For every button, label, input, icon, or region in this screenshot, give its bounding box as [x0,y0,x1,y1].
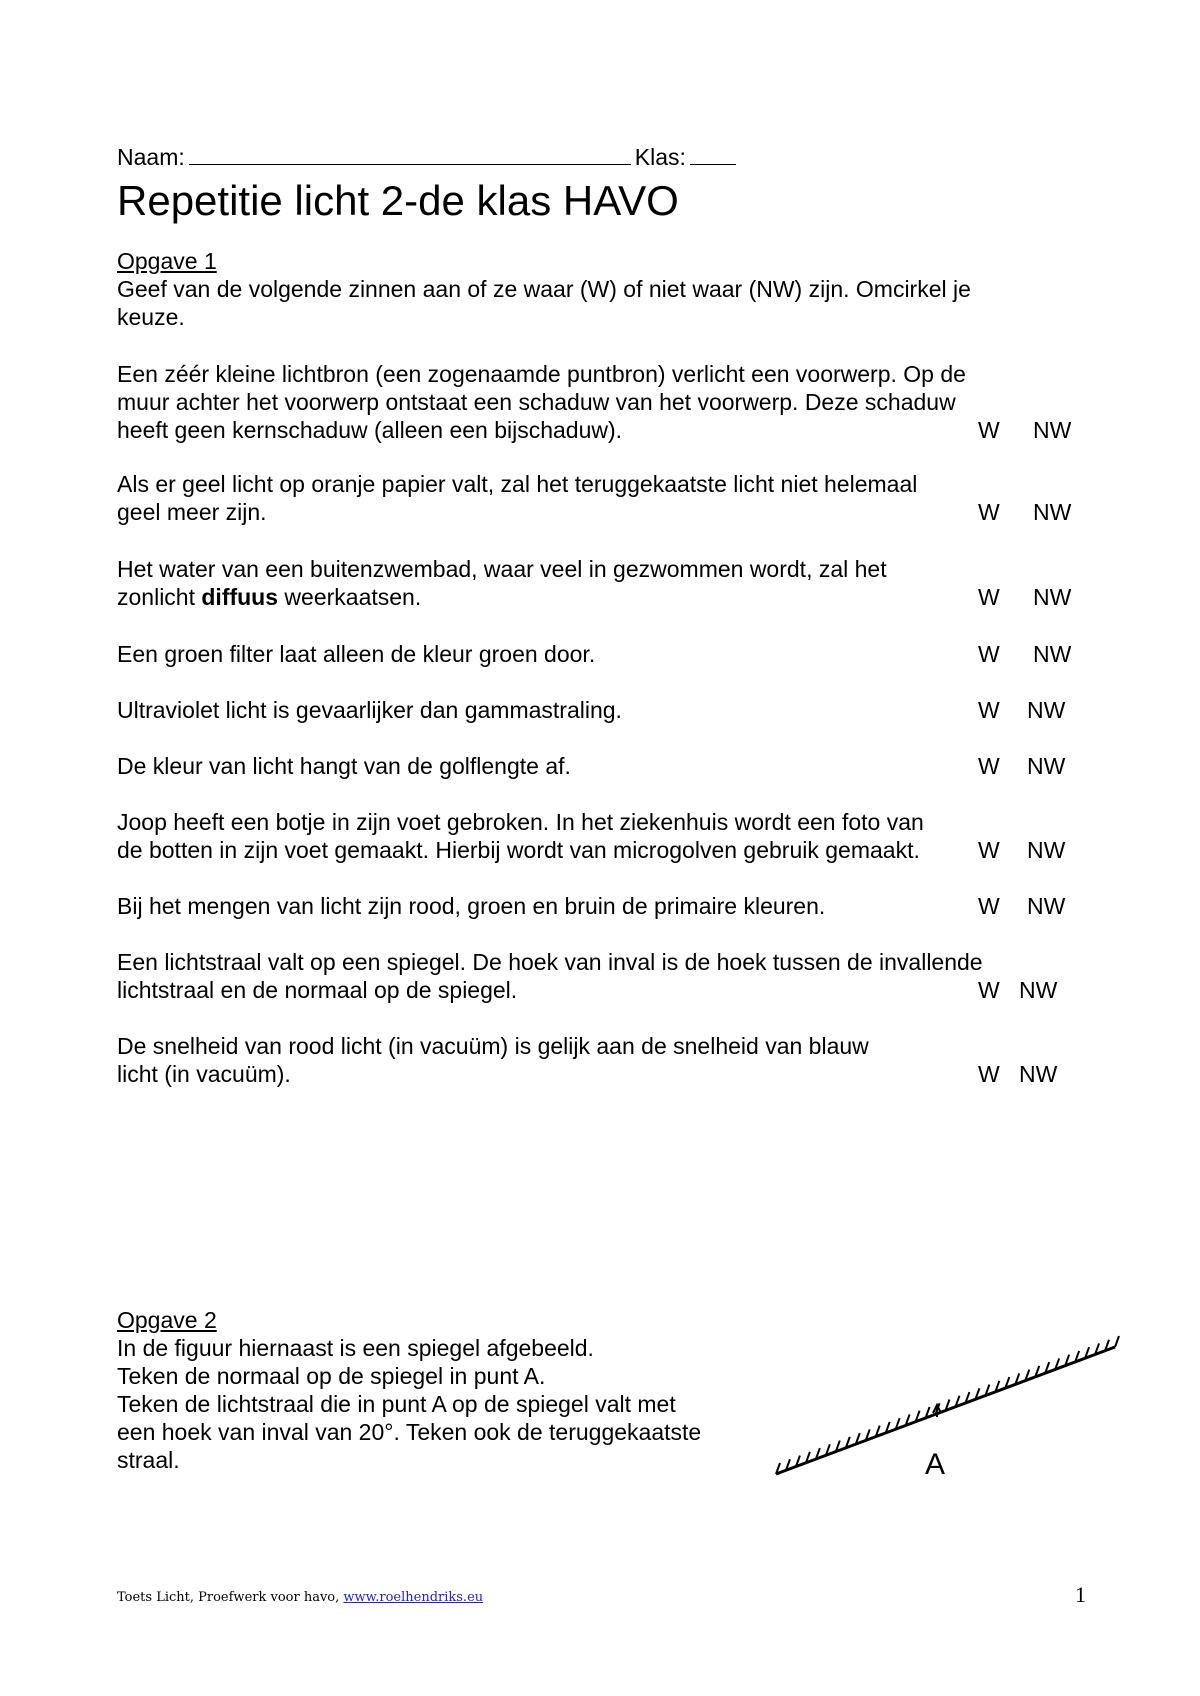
statement-line: lichtstraal en de normaal op de spiegel. [117,977,518,1003]
statement-line [117,583,1097,611]
opgave-1-heading: Opgave 1 [117,248,217,274]
choice-w[interactable]: W [978,1061,1000,1087]
choice-nw[interactable]: NW [1033,499,1072,525]
opgave-1-instruction-line-2: keuze. [117,304,185,330]
statement-line: De snelheid van rood licht (in vacuüm) is gelijk aan de snelheid van blauw [117,1033,869,1059]
opgave-2 [117,1306,797,1474]
statement-7 [117,808,1097,864]
opgave-2-line: In de figuur hiernaast is een spiegel afgebeeld. [117,1335,594,1361]
mirror-hatching [776,1336,1119,1474]
mirror-figure [770,1335,1130,1505]
footer [117,1590,483,1605]
opgave-2-line: Teken de normaal op de spiegel in punt A. [117,1363,546,1389]
page-number: 1 [1075,1582,1086,1607]
statement-line: heeft geen kernschaduw (alleen een bijschaduw). [117,417,623,443]
statement-4 [117,640,1097,668]
statement-text: weerkaatsen. [278,584,422,610]
statement-6 [117,752,1097,780]
point-a-label: A [925,1448,946,1481]
choice-nw[interactable]: NW [1019,1061,1058,1087]
statement-line: Het water van een buitenzwembad, waar veel in gezwommen wordt, zal het [117,556,887,582]
footer-text: Toets Licht, Proefwerk voor havo, [117,1590,344,1605]
choice-nw[interactable]: NW [1027,697,1066,723]
statement-5 [117,696,1097,724]
naam-blank[interactable] [189,146,631,165]
statement-line: licht (in vacuüm). [117,1061,291,1087]
choice-nw[interactable]: NW [1027,753,1066,779]
statement-1 [117,360,1097,444]
statement-bold-term: diffuus [201,584,279,610]
choice-nw[interactable]: NW [1027,893,1066,919]
opgave-2-heading: Opgave 2 [117,1307,217,1333]
choice-w[interactable]: W [978,837,1000,863]
choice-nw[interactable]: NW [1033,417,1072,443]
choice-w[interactable]: W [978,977,1000,1003]
opgave-1-intro [117,247,1097,331]
opgave-1-instruction-line-1: Geef van de volgende zinnen aan of ze waar (W) of niet waar (NW) zijn. Omcirkel je [117,276,971,302]
hatch-mark [1115,1336,1119,1347]
choice-w[interactable]: W [978,641,1000,667]
choice-w[interactable]: W [978,753,1000,779]
klas-label: Klas: [634,144,686,170]
choice-nw[interactable]: NW [1027,837,1066,863]
opgave-2-line: Teken de lichtstraal die in punt A op de spiegel valt met [117,1391,676,1417]
choice-w[interactable]: W [978,584,1000,610]
statement-line: Ultraviolet licht is gevaarlijker dan gammastraling. [117,697,622,723]
statement-line: Bij het mengen van licht zijn rood, groen en bruin de primaire kleuren. [117,893,826,919]
statement-line: Een lichtstraal valt op een spiegel. De hoek van inval is de hoek tussen de invallende [117,949,983,975]
statement-line: Joop heeft een botje in zijn voet gebroken. In het ziekenhuis wordt een foto van [117,809,924,835]
choice-w[interactable]: W [978,697,1000,723]
statement-line: De kleur van licht hangt van de golflengte af. [117,753,571,779]
choice-w[interactable]: W [978,417,1000,443]
statement-10 [117,1032,1097,1088]
choice-w[interactable]: W [978,499,1000,525]
choice-w[interactable]: W [978,893,1000,919]
statement-2 [117,470,1097,526]
statement-3 [117,555,1097,611]
statement-line: geel meer zijn. [117,499,267,525]
naam-label: Naam: [117,144,185,170]
statement-line: Een groen filter laat alleen de kleur groen door. [117,641,596,667]
opgave-2-line: straal. [117,1447,180,1473]
opgave-2-line: een hoek van inval van 20°. Teken ook de teruggekaatste [117,1419,702,1445]
statement-line: muur achter het voorwerp ontstaat een schaduw van het voorwerp. Deze schaduw [117,389,956,415]
klas-blank[interactable] [690,146,736,165]
statement-line: Een zéér kleine lichtbron (een zogenaamde puntbron) verlicht een voorwerp. Op de [117,361,966,387]
footer-link[interactable]: www.roelhendriks.eu [343,1590,484,1605]
statement-9 [117,948,1097,1004]
student-header [117,143,736,171]
choice-nw[interactable]: NW [1033,584,1072,610]
page-title: Repetitie licht 2-de klas HAVO [117,177,679,224]
statement-line: de botten in zijn voet gemaakt. Hierbij wordt van microgolven gebruik gemaakt. [117,837,920,863]
statement-8 [117,892,1097,920]
choice-nw[interactable]: NW [1019,977,1058,1003]
statement-text: zonlicht [117,584,202,610]
choice-nw[interactable]: NW [1033,641,1072,667]
statement-line: Als er geel licht op oranje papier valt, zal het teruggekaatste licht niet helemaal [117,471,918,497]
